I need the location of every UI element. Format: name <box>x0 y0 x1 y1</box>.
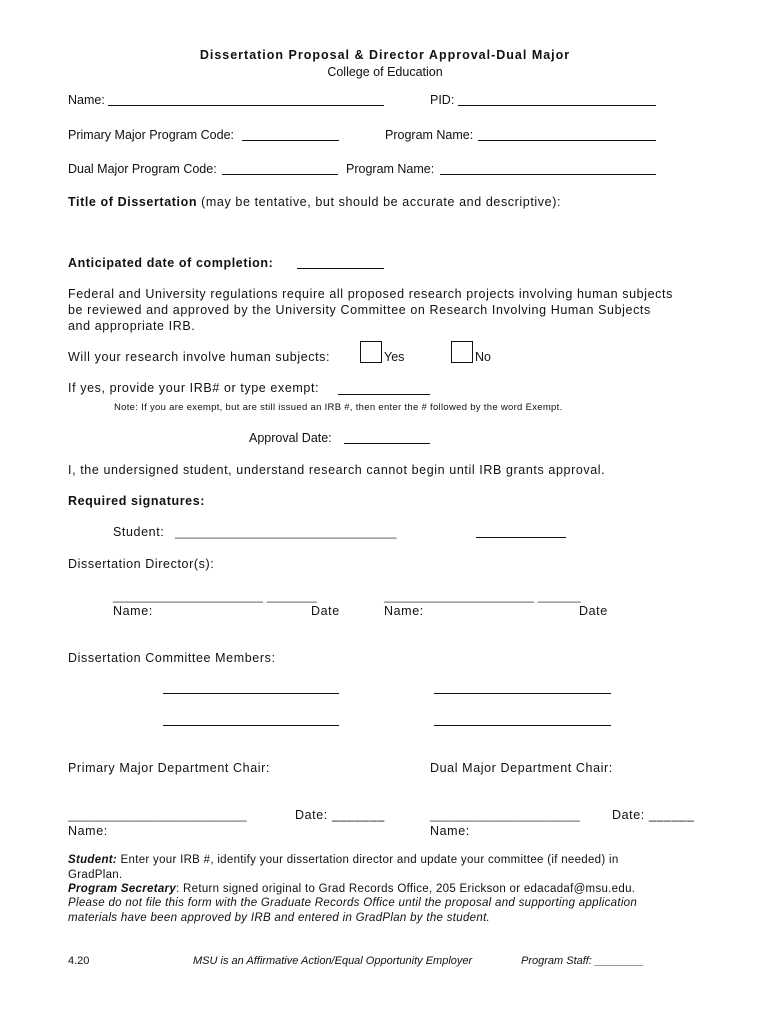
irb-paragraph-line2: be reviewed and approved by the University Committee on Research Involving Human Subjects <box>68 303 651 317</box>
dual-code-label: Dual Major Program Code: <box>68 162 217 176</box>
no-checkbox[interactable] <box>451 341 473 363</box>
footer-version: 4.20 <box>68 955 90 967</box>
secretary-instruction-text: : Return signed original to Grad Records Office, 205 Erickson or edacadaf@msu.edu. <box>176 883 636 895</box>
dual-chair-date[interactable]: Date: ______ <box>612 808 695 822</box>
committee-label: Dissertation Committee Members: <box>68 651 276 665</box>
yes-checkbox[interactable] <box>360 341 382 363</box>
director-date-label-left: Date <box>311 604 340 618</box>
warning-line2: materials have been approved by IRB and entered in GradPlan by the student. <box>68 912 491 924</box>
committee-field-4[interactable] <box>434 725 611 726</box>
primary-program-name-label: Program Name: <box>385 128 474 142</box>
irb-paragraph-line3: and appropriate IRB. <box>68 319 196 333</box>
form-subtitle: College of Education <box>327 65 443 79</box>
no-label: No <box>475 350 491 364</box>
student-instruction-line2: GradPlan. <box>68 869 123 881</box>
irb-number-label: If yes, provide your IRB# or type exempt: <box>68 381 320 395</box>
irb-exempt-note: Note: If you are exempt, but are still issued an IRB #, then enter the # followed by the word Exempt. <box>114 402 563 413</box>
director-signature-blank-left[interactable]: _____________________ _______ <box>113 589 317 603</box>
student-signature-blank[interactable]: _______________________________ <box>175 525 397 539</box>
student-date-field[interactable] <box>476 537 566 538</box>
director-label: Dissertation Director(s): <box>68 557 215 571</box>
completion-label: Anticipated date of completion: <box>68 256 274 270</box>
student-instruction <box>68 854 619 866</box>
student-instruction-label: Student: <box>68 854 118 866</box>
dual-program-name-field[interactable] <box>440 174 656 175</box>
form-title: Dissertation Proposal & Director Approval-Dual Major <box>199 48 571 62</box>
dissertation-title-row <box>68 195 561 209</box>
footer-eeo: MSU is an Affirmative Action/Equal Opportunity Employer <box>193 955 473 967</box>
primary-code-label: Primary Major Program Code: <box>68 128 235 142</box>
secretary-instruction-label: Program Secretary <box>68 883 177 895</box>
pid-field[interactable] <box>458 105 656 106</box>
dissertation-title-hint: (may be tentative, but should be accurate and descriptive): <box>201 195 562 209</box>
irb-number-field[interactable] <box>338 394 430 395</box>
yes-label: Yes <box>384 350 405 364</box>
pid-label: PID: <box>430 93 455 107</box>
understand-statement: I, the undersigned student, understand research cannot begin until IRB grants approval. <box>68 463 606 477</box>
name-field[interactable] <box>108 105 384 106</box>
director-date-label-right: Date <box>579 604 608 618</box>
primary-program-name-field[interactable] <box>478 140 656 141</box>
primary-chair-signature-blank[interactable]: _________________________ <box>68 808 247 822</box>
warning-line1: Please do not file this form with the Graduate Records Office until the proposal and supporting application <box>68 897 638 909</box>
approval-date-label: Approval Date: <box>249 431 332 445</box>
committee-field-1[interactable] <box>163 693 339 694</box>
required-signatures-heading: Required signatures: <box>68 494 206 508</box>
dual-chair-signature-blank[interactable]: _____________________ <box>430 808 581 822</box>
footer-staff: Program Staff: ________ <box>521 955 644 967</box>
dissertation-title-label: Title of Dissertation <box>68 195 198 209</box>
committee-field-2[interactable] <box>434 693 611 694</box>
dual-code-field[interactable] <box>222 174 338 175</box>
irb-paragraph-line1: Federal and University regulations require all proposed research projects involving human subjects <box>68 287 673 301</box>
secretary-instruction <box>68 883 635 895</box>
director-name-label-left: Name: <box>113 604 153 618</box>
dual-chair-name-label: Name: <box>430 824 470 838</box>
student-instruction-text: Enter your IRB #, identify your dissertation director and update your committee (if needed) in <box>120 854 619 866</box>
approval-date-field[interactable] <box>344 443 430 444</box>
completion-field[interactable] <box>297 268 384 269</box>
human-subjects-question: Will your research involve human subjects: <box>68 350 331 364</box>
primary-chair-name-label: Name: <box>68 824 108 838</box>
dual-chair-label: Dual Major Department Chair: <box>430 761 613 775</box>
director-signature-blank-right[interactable]: _____________________ ______ <box>384 589 581 603</box>
primary-code-field[interactable] <box>242 140 339 141</box>
committee-field-3[interactable] <box>163 725 339 726</box>
director-name-label-right: Name: <box>384 604 424 618</box>
primary-chair-label: Primary Major Department Chair: <box>68 761 270 775</box>
dual-program-name-label: Program Name: <box>346 162 435 176</box>
student-signature-label: Student: <box>113 525 165 539</box>
primary-chair-date[interactable]: Date: _______ <box>295 808 385 822</box>
name-label: Name: <box>68 93 105 107</box>
